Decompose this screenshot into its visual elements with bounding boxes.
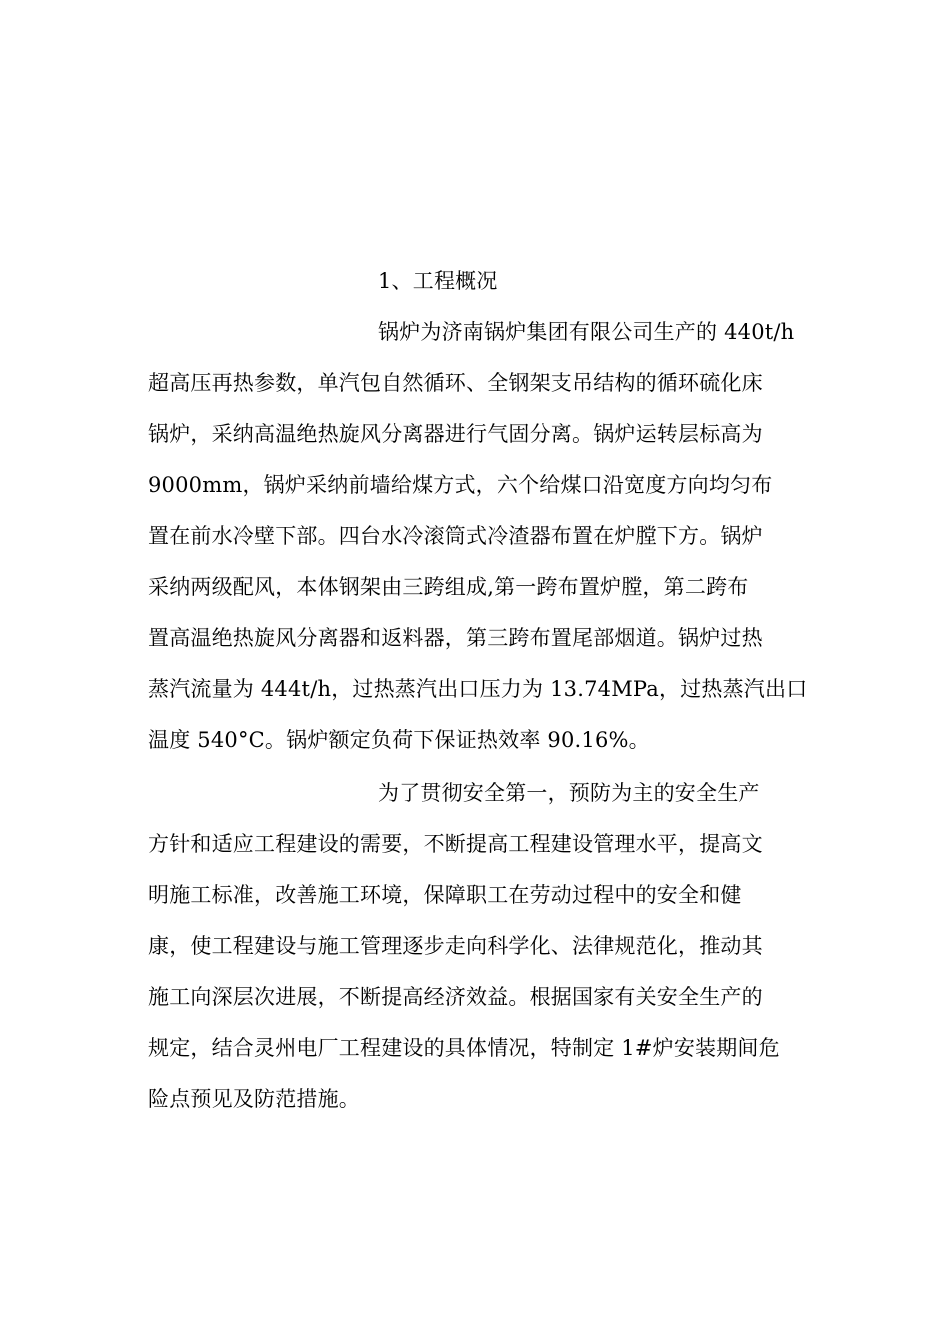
paragraph-line: 明施工标准，改善施工环境，保障职工在劳动过程中的安全和健: [148, 883, 742, 907]
section-heading: 1、工程概况: [378, 269, 498, 293]
paragraph-line: 锅炉为济南锅炉集团有限公司生产的 440t/h: [378, 320, 795, 344]
paragraph-line: 为了贯彻安全第一，预防为主的安全生产: [378, 781, 760, 805]
paragraph-line: 规定，结合灵州电厂工程建设的具体情况，特制定 1#炉安装期间危: [148, 1036, 780, 1060]
paragraph-line: 锅炉，采纳高温绝热旋风分离器进行气固分离。锅炉运转层标高为: [148, 422, 763, 446]
paragraph-line: 蒸汽流量为 444t/h，过热蒸汽出口压力为 13.74MPa，过热蒸汽出口: [148, 677, 808, 701]
paragraph-line: 9000mm，锅炉采纳前墙给煤方式，六个给煤口沿宽度方向均匀布: [148, 473, 773, 497]
paragraph-line: 康，使工程建设与施工管理逐步走向科学化、法律规范化，推动其: [148, 934, 763, 958]
paragraph-line: 温度 540°C。锅炉额定负荷下保证热效率 90.16%。: [148, 728, 650, 752]
paragraph-line: 置在前水冷壁下部。四台水冷滚筒式冷渣器布置在炉膛下方。锅炉: [148, 524, 763, 548]
paragraph-line: 采纳两级配风，本体钢架由三跨组成,第一跨布置炉膛，第二跨布: [148, 575, 749, 599]
paragraph-line: 险点预见及防范措施。: [148, 1087, 360, 1111]
paragraph-line: 施工向深层次进展，不断提高经济效益。根据国家有关安全生产的: [148, 985, 763, 1009]
paragraph-line: 超高压再热参数，单汽包自然循环、全钢架支吊结构的循环硫化床: [148, 371, 763, 395]
paragraph-line: 方针和适应工程建设的需要，不断提高工程建设管理水平，提高文: [148, 832, 763, 856]
paragraph-line: 置高温绝热旋风分离器和返料器，第三跨布置尾部烟道。锅炉过热: [148, 626, 763, 650]
